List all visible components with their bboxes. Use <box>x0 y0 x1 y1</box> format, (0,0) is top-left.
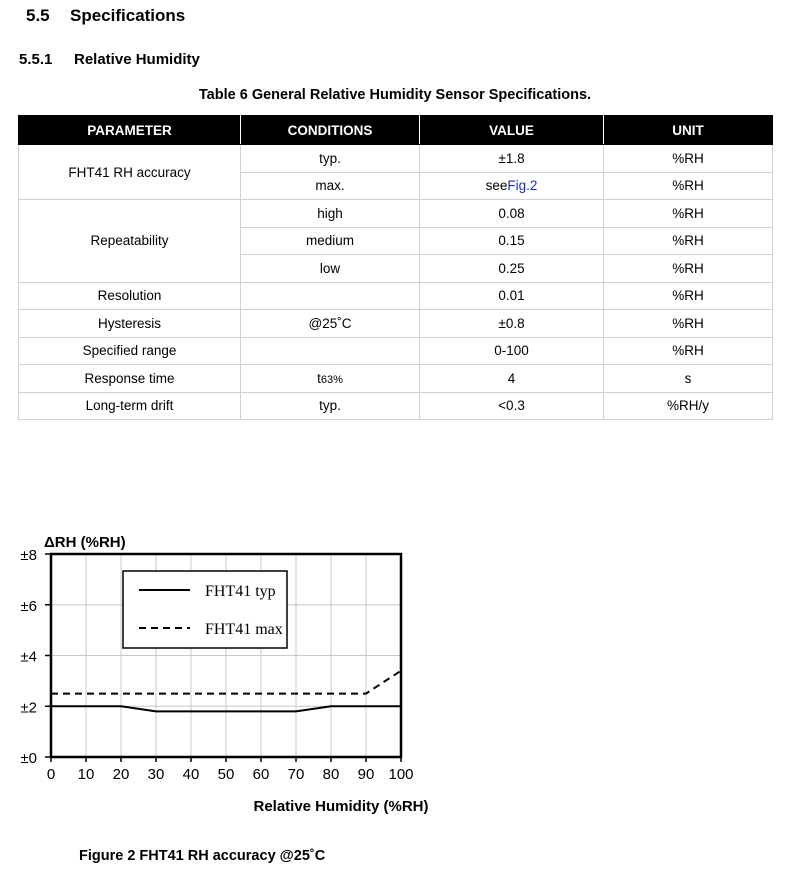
x-tick-label: 40 <box>182 766 200 783</box>
figure-link[interactable]: Fig.2 <box>507 178 538 194</box>
y-tick-label: ±4 <box>20 648 37 666</box>
x-tick-label: 20 <box>112 766 130 783</box>
y-tick-label: ±2 <box>20 699 37 717</box>
unit-cell: %RH <box>604 337 773 365</box>
condition-cell: typ. <box>241 392 420 420</box>
value-cell: ±0.8 <box>420 310 604 338</box>
x-tick-label: 0 <box>46 766 56 783</box>
value-cell: ±1.8 <box>420 145 604 173</box>
section-heading <box>26 6 185 26</box>
condition-cell <box>241 337 420 365</box>
condition-main: t <box>317 370 321 386</box>
table-row <box>19 392 773 420</box>
condition-cell: max. <box>241 172 420 200</box>
table-header-row <box>19 116 773 145</box>
subsection-number: 5.5.1 <box>19 51 53 68</box>
unit-cell: %RH <box>604 145 773 173</box>
subsection-heading <box>19 51 200 68</box>
parameter-cell: Specified range <box>19 337 241 365</box>
x-tick-label: 80 <box>322 766 340 783</box>
unit-cell: %RH <box>604 310 773 338</box>
parameter-cell: Hysteresis <box>19 310 241 338</box>
parameter-cell: Response time <box>19 365 241 393</box>
x-tick-label: 60 <box>252 766 270 783</box>
unit-cell: s <box>604 365 773 393</box>
x-tick-label: 50 <box>217 766 235 783</box>
unit-cell: %RH <box>604 255 773 283</box>
unit-cell: %RH <box>604 282 773 310</box>
x-axis-label: Relative Humidity (%RH) <box>253 798 429 815</box>
table-caption: Table 6 General Relative Humidity Sensor Specifications. <box>198 87 592 103</box>
table-row <box>19 200 773 228</box>
section-title: Specifications <box>70 6 186 25</box>
condition-cell <box>241 282 420 310</box>
condition-cell: @25˚C <box>241 310 420 338</box>
value-cell: <0.3 <box>420 392 604 420</box>
value-cell: 0.25 <box>420 255 604 283</box>
y-axis-label: ΔRH (%RH) <box>44 534 126 551</box>
legend-label: FHT41 max <box>205 621 283 638</box>
value-cell: 0.01 <box>420 282 604 310</box>
table-row <box>19 145 773 173</box>
condition-cell: typ. <box>241 145 420 173</box>
condition-cell: medium <box>241 227 420 255</box>
unit-cell: %RH <box>604 200 773 228</box>
x-tick-label: 10 <box>77 766 95 783</box>
header-value: VALUE <box>420 116 604 145</box>
unit-cell: %RH <box>604 227 773 255</box>
parameter-cell: FHT41 RH accuracy <box>19 145 241 200</box>
figure-caption: Figure 2 FHT41 RH accuracy @25˚C <box>79 848 326 864</box>
condition-cell <box>241 365 420 393</box>
y-tick-label: ±8 <box>20 547 37 564</box>
x-tick-label: 70 <box>287 766 305 783</box>
legend-label: FHT41 typ <box>205 583 276 600</box>
table-row <box>19 365 773 393</box>
x-tick-label: 30 <box>147 766 165 783</box>
value-prefix: see <box>485 178 508 194</box>
x-tick-label: 90 <box>357 766 375 783</box>
parameter-cell: Repeatability <box>19 200 241 283</box>
value-cell: 0.08 <box>420 200 604 228</box>
subsection-title: Relative Humidity <box>74 51 200 68</box>
unit-cell: %RH <box>604 172 773 200</box>
unit-cell: %RH/y <box>604 392 773 420</box>
header-unit: UNIT <box>604 116 773 145</box>
condition-subscript: 63% <box>320 373 343 386</box>
x-tick-label: 100 <box>388 766 414 783</box>
value-cell: 0-100 <box>420 337 604 365</box>
condition-cell: high <box>241 200 420 228</box>
table-row <box>19 282 773 310</box>
section-number: 5.5 <box>26 6 50 25</box>
condition-cell: low <box>241 255 420 283</box>
parameter-cell: Resolution <box>19 282 241 310</box>
value-cell: 0.15 <box>420 227 604 255</box>
y-tick-label: ±6 <box>20 597 37 615</box>
table-row <box>19 310 773 338</box>
chart-legend <box>123 571 287 648</box>
table-row <box>19 337 773 365</box>
parameter-cell: Long-term drift <box>19 392 241 420</box>
value-cell: 4 <box>420 365 604 393</box>
value-cell <box>420 172 604 200</box>
specifications-table <box>18 115 773 420</box>
accuracy-chart <box>0 520 440 825</box>
header-conditions: CONDITIONS <box>241 116 420 145</box>
y-tick-label: ±0 <box>20 750 37 767</box>
header-parameter: PARAMETER <box>19 116 241 145</box>
